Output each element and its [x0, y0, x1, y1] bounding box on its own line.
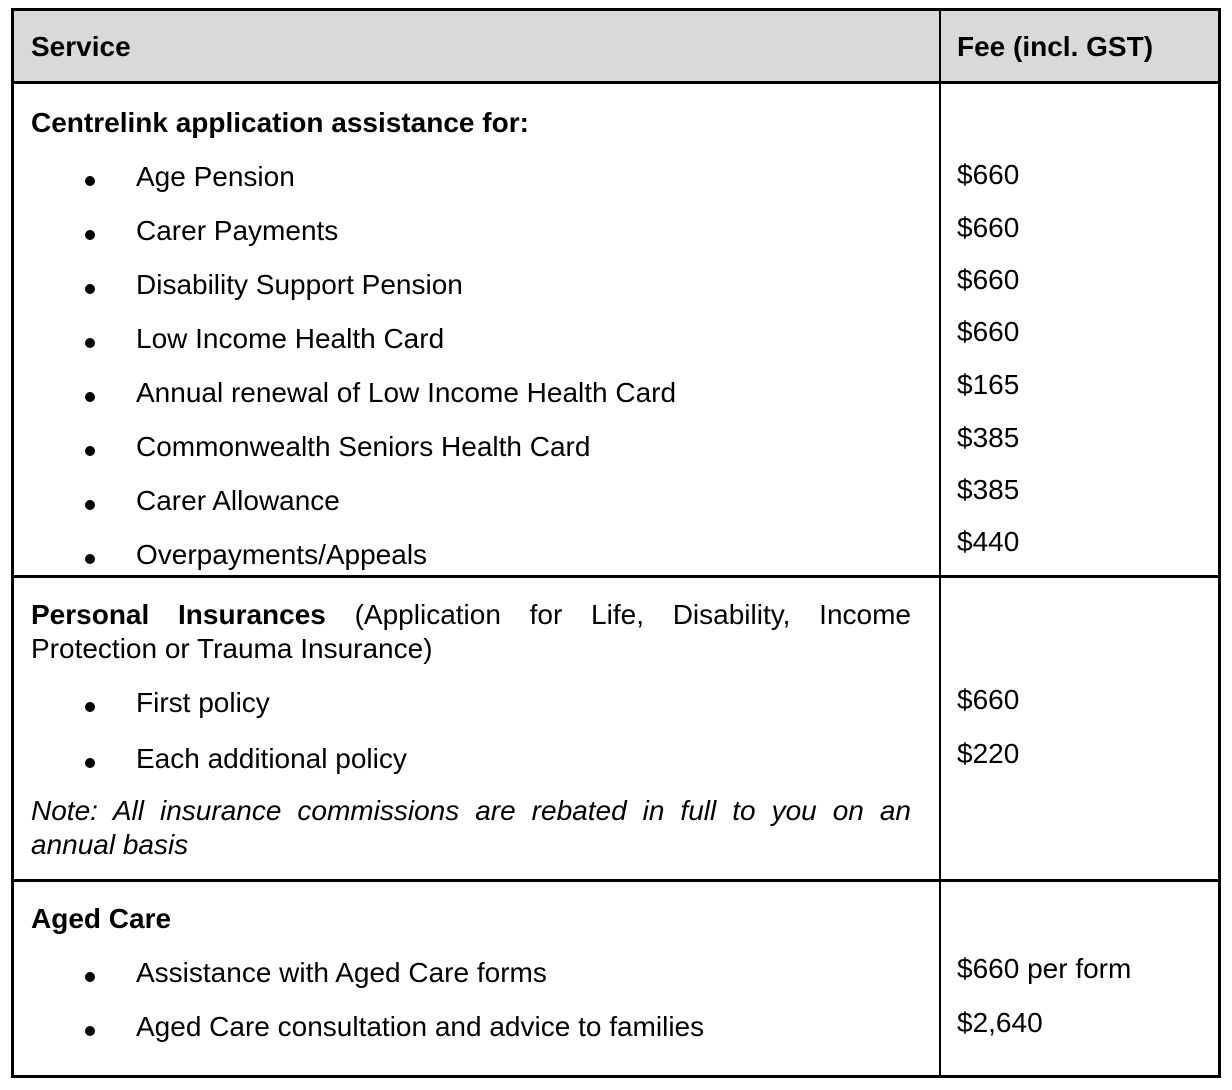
section-title-centrelink: Centrelink application assistance for: — [31, 107, 529, 138]
bullet-icon — [85, 446, 95, 456]
bullet-icon — [85, 338, 95, 348]
fee-table — [11, 8, 1221, 1078]
fee-value: $165 — [957, 369, 1020, 400]
list-item: Age Pension — [136, 161, 295, 192]
list-item: Carer Payments — [136, 215, 339, 246]
list-item: Commonwealth Seniors Health Card — [136, 431, 591, 462]
list-item: Each additional policy — [136, 743, 407, 774]
insurance-note: Note: All insurance commissions are rebated in full to you on an annual basis — [31, 795, 911, 860]
list-item: Disability Support Pension — [136, 269, 463, 300]
fee-value: $660 — [957, 212, 1020, 243]
bullet-icon — [85, 554, 95, 564]
bullet-icon — [85, 1026, 95, 1036]
list-item: Low Income Health Card — [136, 323, 445, 354]
list-item: Overpayments/Appeals — [136, 539, 428, 570]
list-item: Assistance with Aged Care forms — [136, 957, 547, 988]
list-item: Annual renewal of Low Income Health Card — [136, 377, 677, 408]
bullet-icon — [85, 176, 95, 186]
section-divider — [14, 879, 1218, 882]
column-divider — [939, 11, 941, 1075]
fee-value: $660 — [957, 684, 1020, 715]
bullet-icon — [85, 758, 95, 768]
insurance-description-text: (Application for Life, Disability, Income Protection or Trauma Insurance) — [31, 599, 912, 664]
fee-value: $385 — [957, 422, 1020, 453]
list-item: Aged Care consultation and advice to families — [136, 1011, 705, 1042]
header-fee: Fee (incl. GST) — [957, 31, 1154, 62]
bullet-icon — [85, 392, 95, 402]
insurance-description — [31, 598, 911, 666]
section-title-insurance: Personal Insurances — [31, 599, 326, 630]
fee-value: $660 — [957, 264, 1020, 295]
bullet-icon — [85, 284, 95, 294]
fee-value: $440 — [957, 526, 1020, 557]
fee-value: $660 — [957, 316, 1020, 347]
bullet-icon — [85, 702, 95, 712]
fee-value: $660 per form — [957, 953, 1132, 984]
fee-value: $220 — [957, 738, 1020, 769]
table-header — [14, 11, 1218, 84]
fee-value: $2,640 — [957, 1007, 1043, 1038]
header-service: Service — [31, 31, 131, 62]
section-divider — [14, 575, 1218, 578]
list-item: First policy — [136, 687, 270, 718]
fee-value: $660 — [957, 159, 1020, 190]
list-item: Carer Allowance — [136, 485, 340, 516]
fee-value: $385 — [957, 474, 1020, 505]
bullet-icon — [85, 500, 95, 510]
bullet-icon — [85, 972, 95, 982]
section-title-aged-care: Aged Care — [31, 903, 172, 934]
bullet-icon — [85, 230, 95, 240]
